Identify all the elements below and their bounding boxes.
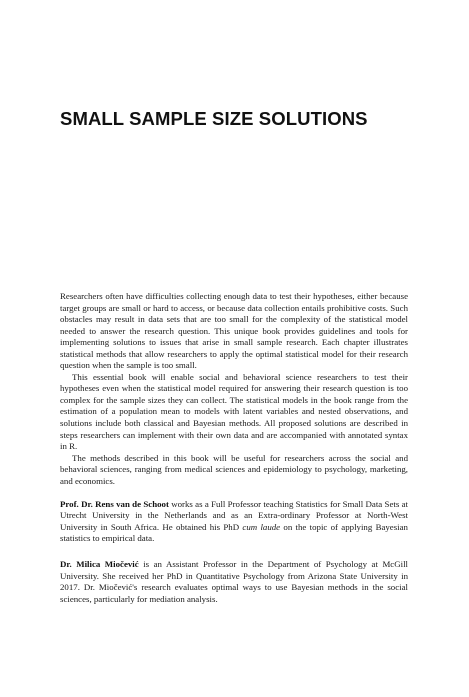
book-title: SMALL SAMPLE SIZE SOLUTIONS bbox=[60, 108, 368, 129]
book-description bbox=[60, 291, 408, 605]
author-bio-emphasis: cum laude bbox=[242, 521, 281, 532]
author-bio-van-de-schoot bbox=[60, 499, 408, 545]
description-paragraph-1: Researchers often have difficulties collecting enough data to test their hypotheses, either because target groups are small or hard to access, or because data collection entails prohibitive costs. Such obstacles may result in data sets that are too small for the complexity of the statistical model needed to answer the research question. This unique book provides guidelines and tools for implementing solutions to issues that arise in small sample research. Each chapter illustrates statistical methods that allow researchers to apply the optimal statistical model for their research question when the sample is too small. bbox=[60, 291, 408, 371]
author-bio-miocevic bbox=[60, 559, 408, 605]
author-name: Prof. Dr. Rens van de Schoot bbox=[60, 498, 169, 509]
author-bio-text: on the topic of applying Bayesian statistics to empirical data. bbox=[60, 521, 408, 544]
author-name: Dr. Milica Miočević bbox=[60, 559, 139, 570]
description-paragraph-2: This essential book will enable social and behavioral science researchers to test their hypotheses even when the statistical model required for answering their research question is too complex for the sample sizes they can collect. The statistical models in the book range from the estimation of a population mean to models with latent variables and nested observations, and solutions include both classical and Bayesian methods. All proposed solutions are described in steps researchers can implement with their own data and are accompanied with annotated syntax in R. bbox=[60, 371, 408, 452]
author-bio-text: works as a Full Professor teaching Statistics for Small Data Sets at Utrecht University in the Netherlands and as an Extra-ordinary Professor at North-West University in South Africa. He obtained his PhD bbox=[60, 498, 409, 532]
description-paragraph-3: The methods described in this book will be useful for researchers across the social and behavioral sciences, ranging from medical sciences and epidemiology to psychology, marketing, and economics. bbox=[60, 452, 408, 486]
author-bio-text: is an Assistant Professor in the Department of Psychology at McGill University. She received her PhD in Quantitative Psychology from Arizona State University in 2017. Dr. Miočević's research evaluates optimal ways to use Bayesian methods in the social sciences, particularly for mediation analysis. bbox=[60, 559, 408, 604]
